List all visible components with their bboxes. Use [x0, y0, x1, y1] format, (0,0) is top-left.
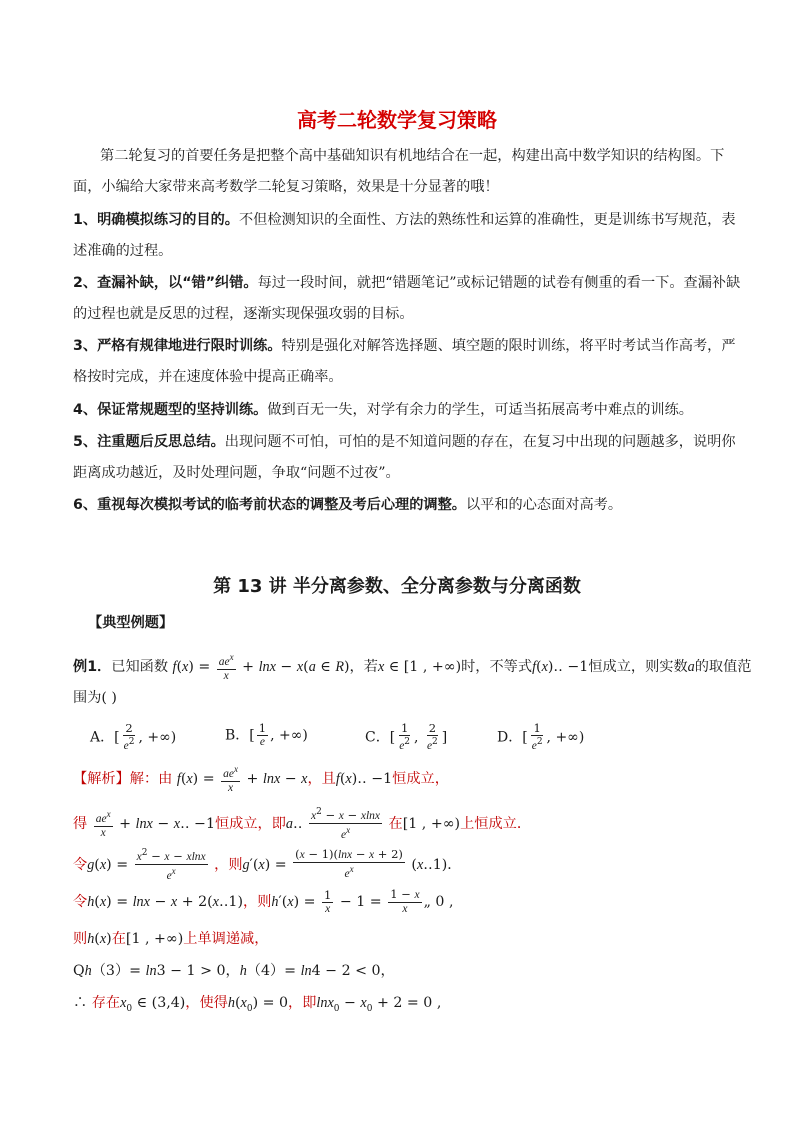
page-title: 高考二轮数学复习策略 [297, 108, 497, 132]
example-line-2: 围为( ) [73, 690, 117, 706]
solution-line-4: 令h(x) = lnx − x + 2(x‥1)，则h′(x) = $\frac{1}{x}$ − 1 = $\frac{1 - x}{x}$ „ 0 , [73, 887, 454, 915]
solution-line-2: 得 $\frac{ae^x}{x}$ + lnx − x‥ −1恒成立，即a‥ $\frac{x^2 - x - xlnx}{e^x}$ 在[1 , +∞)上恒成立． [73, 807, 532, 841]
lecture-title: 第 13 讲 半分离参数、全分离参数与分离函数 [213, 576, 581, 597]
option-d: D．[ $\frac{1}{e^2}$ , +∞) [497, 721, 585, 752]
section-heading: 【典型例题】 [88, 615, 174, 631]
intro-line-2: 面，小编给大家带来高考数学二轮复习策略，效果是十分显著的哦！ [73, 179, 499, 195]
solution-line-3: 令g(x) = $\frac{x^2 - x - xlnx}{e^x}$ ，则g′(x) = $\frac{(x - 1)(\ln x - x + 2)}{e^x}$ (x‥1)． [73, 847, 462, 882]
point-2: 2、查漏补缺，以“错”纠错。每过一段时间，就把“错题笔记”或标记错题的试卷有侧重的看一下。查漏补缺 [73, 275, 741, 291]
point-3-cont: 格按时完成，并在速度体验中提高正确率。 [73, 369, 343, 385]
point-2-cont: 的过程也就是反思的过程，逐渐实现保强攻弱的目标。 [73, 306, 414, 322]
intro-line-1: 第二轮复习的首要任务是把整个高中基础知识有机地结合在一起，构建出高中数学知识的结构图。下 [100, 148, 725, 164]
solution-line-5: 则h(x)在[1 , +∞)上单调递减， [73, 931, 269, 947]
point-4: 4、保证常规题型的坚持训练。做到百无一失，对学有余力的学生，可适当拓展高考中难点的训练。 [73, 402, 693, 418]
point-5: 5、注重题后反思总结。出现问题不可怕，可怕的是不知道问题的存在，在复习中出现的问题越多，说明你 [73, 434, 736, 450]
option-c: C．[ $\frac{1}{e^2}$ , $\frac{2}{e^2}$ ] [365, 721, 448, 752]
solution-line-6: Qh（3）= ln3 − 1 > 0，h（4）= ln4 − 2 < 0， [73, 963, 395, 979]
point-1-cont: 述准确的过程。 [73, 243, 173, 259]
option-a: A．[ $\frac{2}{e^2}$ , +∞) [90, 721, 177, 752]
point-5-cont: 距离成功越近，及时处理问题，争取“问题不过夜”。 [73, 465, 400, 481]
point-1: 1、明确模拟练习的目的。不但检测知识的全面性、方法的熟练性和运算的准确性，更是训练书写规范，表 [73, 212, 736, 228]
solution-line-1: 【解析】解：由 f(x) = $\frac{ae^x}{x}$ + lnx − x，且f(x)‥ −1恒成立， [73, 764, 449, 794]
point-6: 6、重视每次模拟考试的临考前状态的调整及考后心理的调整。以平和的心态面对高考。 [73, 497, 623, 513]
solution-line-7: ∴ 存在$x_0$ ∈ (3,4)，使得$h(x_0) = 0$，即$\ln x_0 - x_0 + 2 = 0$ , [73, 995, 442, 1014]
point-3: 3、严格有规律地进行限时训练。特别是强化对解答选择题、填空题的限时训练，将平时考试当作高考，严 [73, 338, 736, 354]
example-line-1: 例1．已知函数 f(x) = $\frac{ae^x}{x}$ + lnx − x(a ∈ R)，若x ∈ [1 , +∞)时，不等式f(x)‥ −1恒成立，则实数a的取值范 [73, 652, 752, 682]
option-b: B．[ $\frac{1}{e}$ , +∞) [225, 721, 308, 748]
